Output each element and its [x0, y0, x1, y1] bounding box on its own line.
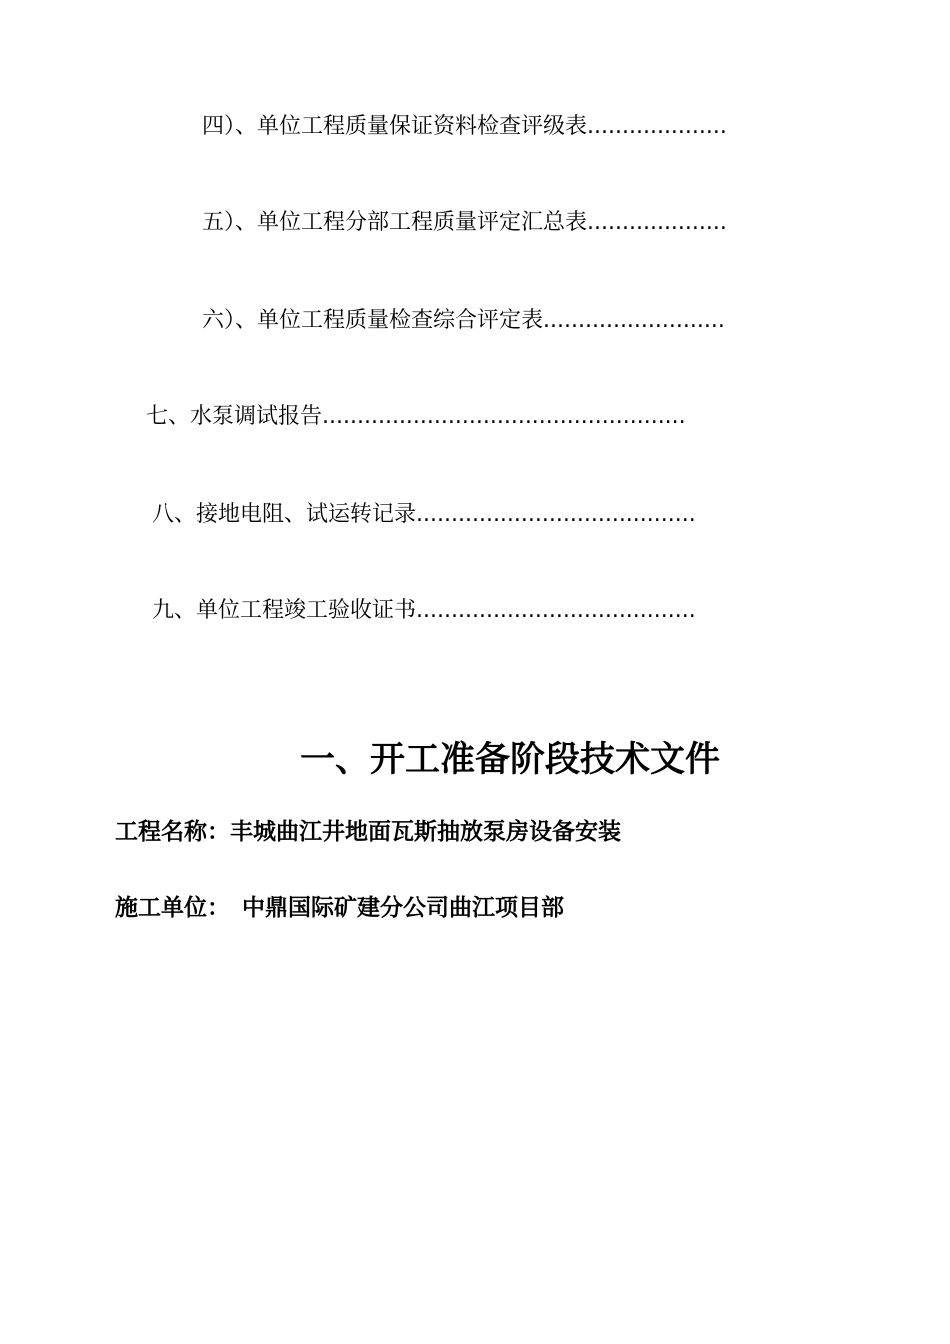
- toc-item-label: 五）、单位工程分部工程质量评定汇总表: [202, 210, 588, 235]
- toc-leader: ....................................................: [322, 404, 686, 429]
- section-title: 一、开工准备阶段技术文件: [299, 740, 720, 780]
- toc-item-9: [152, 596, 696, 626]
- toc-item-5: [202, 208, 727, 238]
- project-name-value: 丰城曲江井地面瓦斯抽放泵房设备安装: [230, 819, 621, 845]
- toc-leader: ........................................: [416, 598, 696, 623]
- toc-item-8: [152, 500, 696, 530]
- construction-unit-value: 中鼎国际矿建分公司曲江项目部: [242, 895, 564, 921]
- toc-leader: ....................: [587, 210, 727, 235]
- toc-item-6: [202, 306, 725, 336]
- toc-leader: ........................................: [416, 502, 696, 527]
- toc-item-label: 九、单位工程竣工验收证书: [152, 598, 417, 623]
- toc-item-7: [146, 402, 686, 432]
- project-name-label: 工程名称：: [115, 819, 230, 845]
- toc-item-4: [202, 112, 727, 142]
- toc-item-label: 六）、单位工程质量检查综合评定表: [202, 308, 544, 333]
- toc-leader: ..........................: [543, 308, 725, 333]
- construction-unit-line: [115, 892, 564, 924]
- construction-unit-label: 施工单位：: [115, 895, 230, 921]
- toc-item-label: 七、水泵调试报告: [146, 404, 323, 429]
- toc-leader: ....................: [587, 114, 727, 139]
- toc-item-label: 八、接地电阻、试运转记录: [152, 502, 417, 527]
- toc-item-label: 四）、单位工程质量保证资料检查评级表: [202, 114, 588, 139]
- project-name-line: [115, 816, 621, 848]
